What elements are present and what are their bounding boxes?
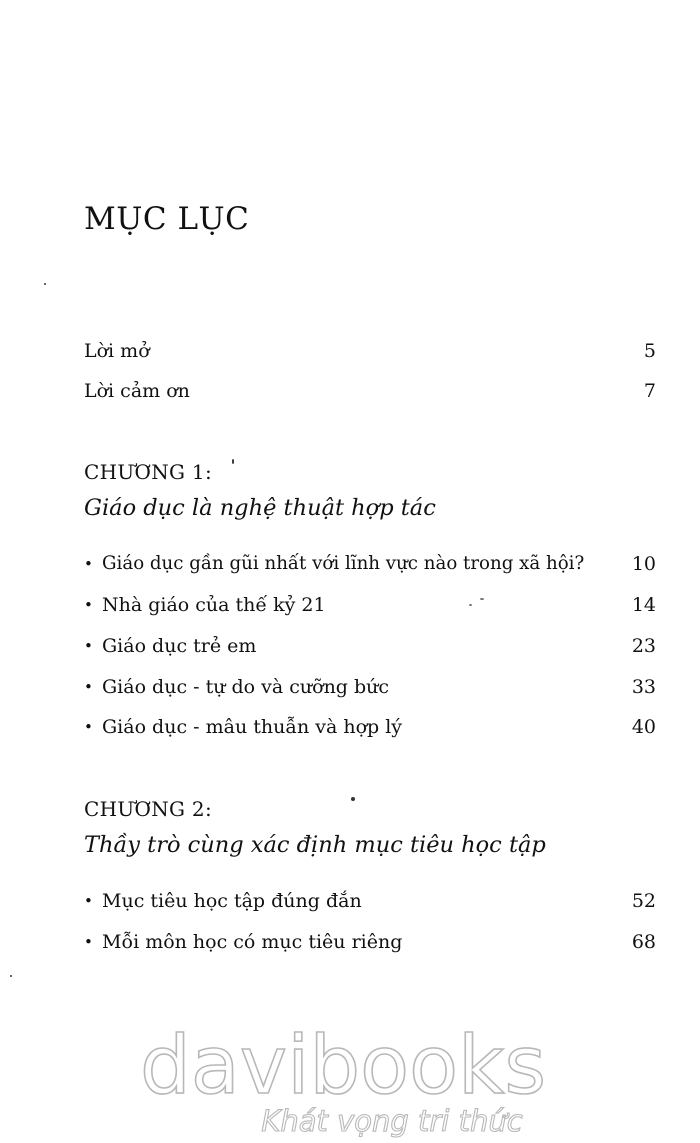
toc-item[interactable] bbox=[84, 672, 656, 702]
toc-item-page: 40 bbox=[631, 716, 656, 738]
toc-entry-page: 5 bbox=[643, 340, 656, 362]
toc-entry-label: Lời cảm ơn bbox=[84, 380, 190, 402]
toc-item-page: 52 bbox=[631, 890, 656, 912]
toc-item-label: Giáo dục - tự do và cưỡng bức bbox=[102, 676, 390, 698]
chapter-1-label: CHƯƠNG 1: bbox=[84, 460, 212, 484]
bullet-icon: • bbox=[84, 892, 93, 910]
scan-speck bbox=[351, 797, 355, 801]
toc-item-page: 10 bbox=[631, 553, 656, 575]
toc-item-label: Mục tiêu học tập đúng đắn bbox=[102, 890, 362, 912]
toc-item[interactable] bbox=[84, 886, 656, 916]
toc-item-page: 23 bbox=[631, 635, 656, 657]
toc-entry-preface[interactable] bbox=[84, 336, 656, 366]
toc-item-page: 33 bbox=[631, 676, 656, 698]
toc-item-page: 14 bbox=[631, 594, 656, 616]
scan-speck bbox=[10, 975, 12, 977]
bullet-icon: • bbox=[84, 596, 93, 614]
watermark-logo bbox=[0, 1008, 700, 1143]
watermark-brand: davibooks bbox=[139, 1019, 547, 1112]
chapter-1-title[interactable]: Giáo dục là nghệ thuật hợp tác bbox=[84, 495, 436, 521]
toc-item-label: Nhà giáo của thế kỷ 21 bbox=[102, 594, 326, 616]
watermark-tagline: Khát vọng tri thức bbox=[261, 1104, 523, 1138]
toc-entry-acknowledgements[interactable] bbox=[84, 376, 656, 406]
bullet-icon: • bbox=[84, 637, 93, 655]
toc-item-label: Giáo dục - mâu thuẫn và hợp lý bbox=[102, 716, 403, 738]
toc-item[interactable] bbox=[84, 590, 656, 620]
toc-item[interactable] bbox=[84, 712, 656, 742]
toc-title: MỤC LỤC bbox=[84, 201, 250, 237]
toc-entry-page: 7 bbox=[643, 380, 656, 402]
toc-item[interactable] bbox=[84, 549, 656, 579]
chapter-2-label: CHƯƠNG 2: bbox=[84, 797, 212, 821]
toc-item[interactable] bbox=[84, 631, 656, 661]
toc-item-label: Giáo dục gần gũi nhất với lĩnh vực nào trong xã hội? bbox=[102, 553, 585, 574]
scan-speck bbox=[232, 459, 234, 464]
bullet-icon: • bbox=[84, 555, 93, 573]
bullet-icon: • bbox=[84, 718, 93, 736]
toc-item[interactable] bbox=[84, 927, 656, 957]
bullet-icon: • bbox=[84, 678, 93, 696]
bullet-icon: • bbox=[84, 933, 93, 951]
scan-speck bbox=[480, 598, 484, 600]
toc-item-label: Giáo dục trẻ em bbox=[102, 635, 257, 657]
chapter-2-title[interactable]: Thầy trò cùng xác định mục tiêu học tập bbox=[84, 832, 546, 858]
toc-item-label: Mỗi môn học có mục tiêu riêng bbox=[102, 931, 403, 953]
toc-entry-label: Lời mở bbox=[84, 340, 150, 362]
scan-speck bbox=[469, 604, 472, 606]
toc-item-page: 68 bbox=[631, 931, 656, 953]
scan-speck bbox=[44, 283, 46, 285]
